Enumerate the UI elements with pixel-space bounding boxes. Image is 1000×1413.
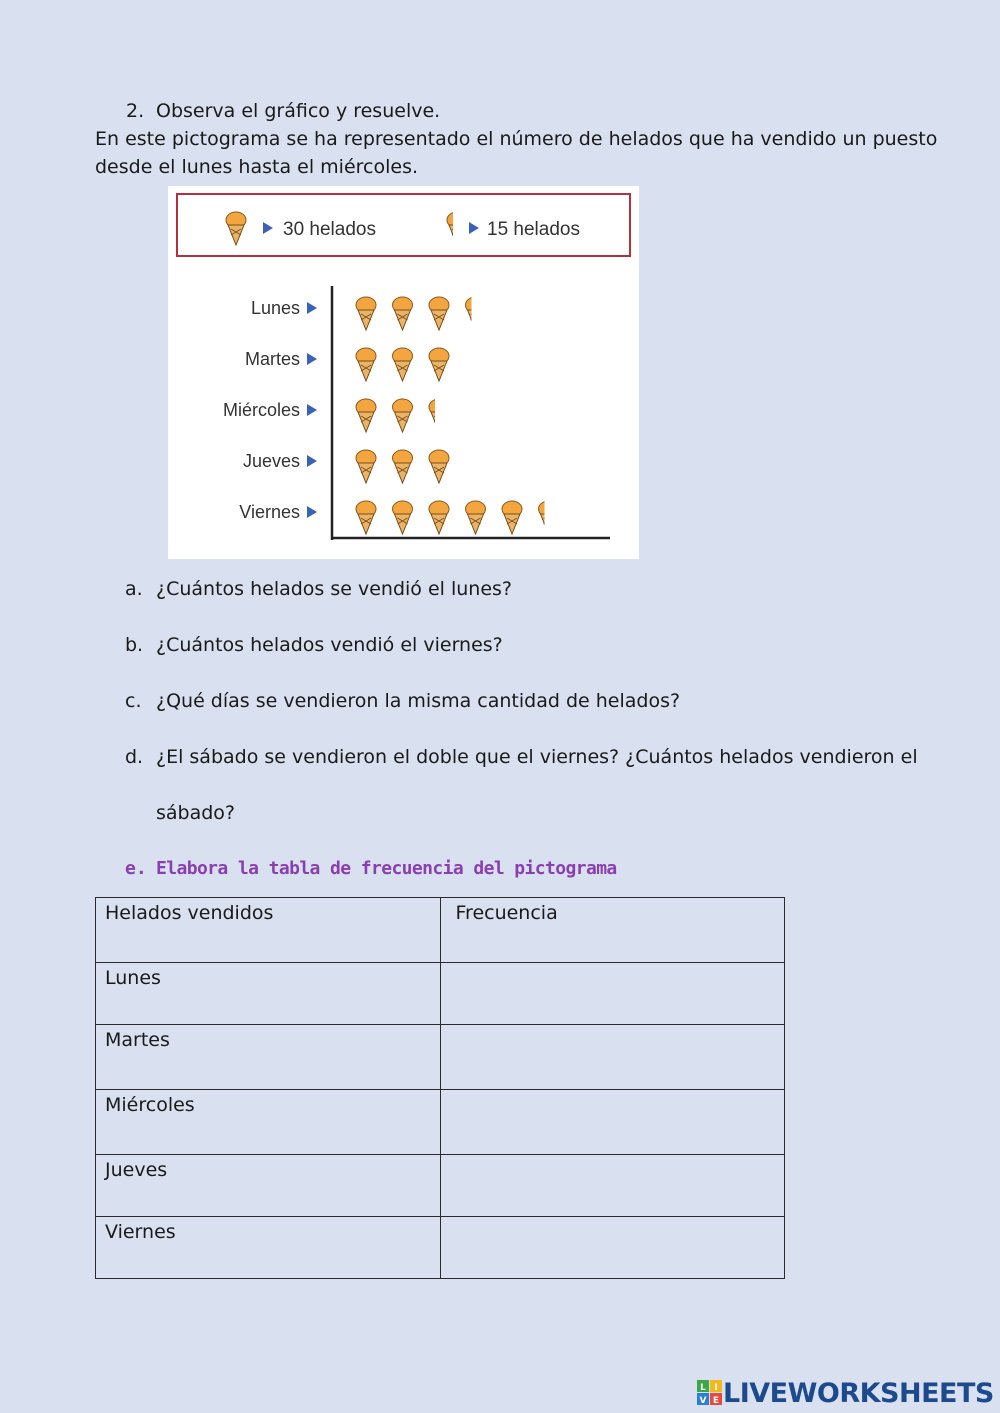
ice-cream-icon: [429, 501, 449, 534]
ice-cream-icon: [429, 297, 449, 330]
header-frecuencia: Frecuencia: [440, 898, 785, 963]
category-arrow-icon: [307, 506, 317, 518]
liveworksheets-logo: [697, 1378, 994, 1408]
row-day-viernes: Viernes: [96, 1217, 441, 1279]
ice-cream-icon: [356, 501, 376, 534]
question-b: ¿Cuántos helados vendió el viernes?: [156, 634, 503, 656]
ice-cream-icon: [356, 399, 376, 432]
ice-cream-icon: [393, 348, 413, 381]
liveworksheets-badge-icon: [697, 1380, 723, 1406]
category-label-jueves: Jueves: [242, 451, 300, 471]
category-label-lunes: Lunes: [250, 298, 300, 318]
category-arrow-icon: [307, 302, 317, 314]
legend-label-full: 30 helados: [283, 219, 376, 240]
legend-label-half: 15 helados: [487, 219, 580, 240]
ice-cream-icon: [393, 399, 413, 432]
table-row: [96, 1155, 785, 1217]
ice-cream-icon: [393, 297, 413, 330]
header-helados-vendidos: Helados vendidos: [96, 898, 441, 963]
category-arrow-icon: [307, 455, 317, 467]
freq-input-martes[interactable]: [440, 1025, 785, 1090]
ice-cream-icon: [466, 501, 486, 534]
intro-line-1: En este pictograma se ha representado el número de helados que ha vendido un puesto: [95, 128, 938, 150]
exercise-number: 2.: [126, 100, 145, 122]
row-day-jueves: Jueves: [96, 1155, 441, 1217]
question-d-continued: sábado?: [156, 802, 236, 824]
question-a: ¿Cuántos helados se vendió el lunes?: [156, 578, 513, 600]
ice-cream-icon: [502, 501, 522, 534]
category-arrow-icon: [307, 404, 317, 416]
frequency-table: [95, 897, 785, 1279]
category-label-viernes: Viernes: [239, 502, 300, 522]
table-row: [96, 1025, 785, 1090]
task-e-heading: Elabora la tabla de frecuencia del pictograma: [156, 858, 617, 879]
ice-cream-icon: [393, 450, 413, 483]
question-c-letter: c.: [125, 690, 142, 712]
row-day-martes: Martes: [96, 1025, 441, 1090]
svg-text:V: V: [699, 1396, 707, 1406]
ice-cream-icon: [356, 297, 376, 330]
liveworksheets-wordmark: LIVEWORKSHEETS: [723, 1377, 994, 1409]
category-arrow-icon: [307, 353, 317, 365]
category-label-martes: Martes: [244, 349, 300, 369]
freq-input-miercoles[interactable]: [440, 1090, 785, 1155]
pictogram-chart: [168, 186, 639, 559]
svg-text:L: L: [700, 1383, 706, 1393]
intro-line-2: desde el lunes hasta el miércoles.: [95, 156, 419, 178]
row-day-miercoles: Miércoles: [96, 1090, 441, 1155]
question-c: ¿Qué días se vendieron la misma cantidad de helados?: [156, 690, 681, 712]
freq-input-lunes[interactable]: [440, 963, 785, 1025]
ice-cream-icon: [429, 348, 449, 381]
row-day-lunes: Lunes: [96, 963, 441, 1025]
task-e-letter: e.: [125, 858, 147, 879]
exercise-heading: Observa el gráfico y resuelve.: [156, 100, 441, 122]
table-row: [96, 963, 785, 1025]
table-header-row: [96, 898, 785, 963]
ice-cream-icon: [356, 450, 376, 483]
question-d: ¿El sábado se vendieron el doble que el viernes? ¿Cuántos helados vendieron el: [156, 746, 918, 768]
freq-input-viernes[interactable]: [440, 1217, 785, 1279]
ice-cream-icon: [429, 450, 449, 483]
ice-cream-icon: [356, 348, 376, 381]
question-b-letter: b.: [125, 634, 144, 656]
svg-text:E: E: [712, 1396, 720, 1406]
freq-input-jueves[interactable]: [440, 1155, 785, 1217]
ice-cream-icon: [393, 501, 413, 534]
table-row: [96, 1217, 785, 1279]
question-d-letter: d.: [125, 746, 144, 768]
ice-cream-half-icon: [429, 399, 449, 432]
table-row: [96, 1090, 785, 1155]
ice-cream-half-icon: [539, 501, 559, 534]
question-a-letter: a.: [125, 578, 143, 600]
category-label-miércoles: Miércoles: [222, 400, 300, 420]
ice-cream-half-icon: [466, 297, 486, 330]
svg-text:I: I: [714, 1383, 718, 1393]
